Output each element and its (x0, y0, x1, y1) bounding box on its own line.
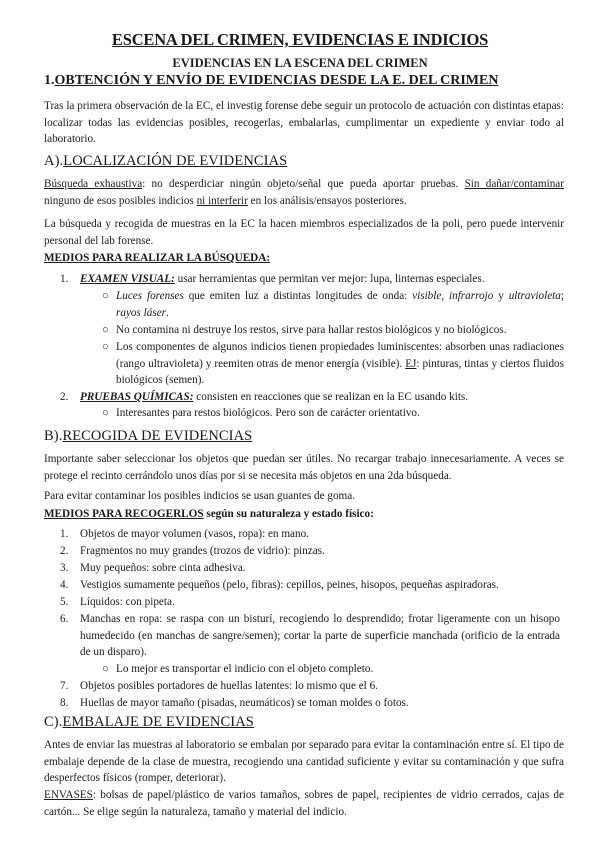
list-number: 6. (60, 613, 69, 625)
section-b-title: RECOGIDA DE EVIDENCIAS (62, 428, 253, 444)
list-item: Objetos de mayor volumen (vasos, ropa): en mano. (80, 528, 309, 540)
section-a-heading (44, 153, 287, 170)
list-item: Fragmentos no muy grandes (trozos de vidrio): pinzas. (80, 545, 325, 557)
section-b-letter: B). (44, 428, 63, 444)
sin-danar-term: Sin dañar/contaminar (464, 178, 564, 190)
section-b-paragraph-2: Para evitar contaminar los posibles indicios se usan guantes de goma. (44, 490, 355, 502)
section-b-medios-heading (44, 508, 374, 520)
list-number: 5. (60, 596, 69, 608)
list-number: 4. (60, 579, 69, 591)
bullet-term: ultravioleta (508, 290, 561, 302)
section-1-intro: Tras la primera observación de la EC, el investig forense debe seguir un protocolo de actuación con distintas etapas: localizar todas las evidencias posibles, recogerlas, embalarlas, cumplimentar un expediente y enviar todo al laboratorio. (44, 100, 564, 146)
bullet-term: visible, infrarrojo (412, 290, 494, 302)
section-1-title: OBTENCIÓN Y ENVÍO DE EVIDENCIAS DESDE LA E. DEL CRIMEN (54, 73, 499, 88)
document-subtitle: EVIDENCIAS EN LA ESCENA DEL CRIMEN (172, 56, 428, 70)
list-bullet-luces (116, 288, 564, 321)
ni-interferir-term: ni interferir (196, 194, 248, 207)
bullet-icon: ○ (102, 324, 109, 336)
list-item: Huellas de mayor tamaño (pisadas, neumáticos) se toman moldes o fotos. (80, 697, 409, 709)
bullet-icon: ○ (102, 341, 109, 353)
section-a-list-cont (44, 405, 564, 422)
paragraph-text: ninguno de esos posibles indicios (44, 194, 197, 207)
section-b-paragraph-1: Importante saber seleccionar los objetos que puedan ser útiles. No recargar trabajo innecesariamente. A veces se protege el recinto cerrándolo unos días por si se necesita más objetos en una 2da búsqueda. (44, 453, 564, 482)
section-a-list (44, 271, 564, 401)
envases-text: : bolsas de papel/plástico de varios tamaños, sobres de papel, recipientes de vidrio cerrados, cajas de cartón... Se elige según la naturaleza, tamaño y material del indicio. (44, 789, 564, 818)
list-item: Manchas en ropa: se raspa con un bisturí, recogiendo lo desprendido; frotar ligeramente con un hisopo humedecido (en manchas de sangre/semen); cortar la parte de superficie manchada (orificio de la entrada de un disparo). (80, 613, 560, 659)
bullet-icon: ○ (102, 663, 109, 675)
bullet-text: y (493, 290, 509, 302)
ej-label: EJ (405, 357, 417, 370)
list-number: 2. (60, 545, 69, 557)
list-number: 3. (60, 562, 69, 574)
bullet-text: ; (560, 290, 564, 302)
paragraph-text: : no desperdiciar ningún objeto/señal que pueda aportar pruebas. (142, 178, 465, 190)
bullet-icon: ○ (102, 407, 109, 419)
section-1-heading (44, 73, 498, 89)
section-b-heading (44, 428, 252, 445)
bullet-text: que emiten luz a distintas longitudes de onda: (183, 290, 413, 302)
bullet-term: Luces forenses (116, 290, 184, 302)
list-sub-bullet: Lo mejor es transportar el indicio con el objeto completo. (116, 663, 374, 675)
section-b-list (44, 526, 564, 711)
section-c-heading (44, 714, 254, 731)
bullet-text: : pinturas, tintas y ciertos fluidos biológicos (semen). (116, 357, 564, 387)
list-number: 2. (60, 391, 69, 403)
list-number: 1. (60, 273, 69, 285)
bullet-text: Los componentes de algunos indicios tienen propiedades luminiscentes: absorben unas radiaciones (rango ultravioleta) y reemiten otras de menor energía (visible). (116, 341, 564, 370)
list-bullet-no-contamina: No contamina ni destruye los restos, sirve para hallar restos biológicos y no biológicos. (116, 324, 507, 336)
item-text: consisten en reacciones que se realizan en la EC usando kits. (193, 391, 469, 403)
list-number: 7. (60, 680, 69, 692)
section-a-medios-heading (44, 252, 270, 264)
list-item: Vestigios sumamente pequeños (pelo, fibras): cepillos, peines, hisopos, pequeñas aspiradoras. (80, 579, 499, 591)
document-title: ESCENA DEL CRIMEN, EVIDENCIAS E INDICIOS (111, 30, 489, 49)
list-bullet-interesantes: Interesantes para restos biológicos. Pero son de carácter orientativo. (116, 407, 420, 419)
section-a-letter: A). (44, 153, 64, 169)
section-c-title: EMBALAJE DE EVIDENCIAS (62, 714, 254, 730)
bullet-term: rayos láser (116, 306, 167, 319)
item-text: usar herramientas que permitan ver mejor: lupa, linternas especiales. (174, 273, 485, 285)
section-c-envases (44, 787, 564, 820)
item-title: PRUEBAS QUÍMICAS: (80, 391, 194, 403)
list-bullet-luminiscentes (116, 339, 564, 389)
bullet-text: . (166, 306, 169, 319)
list-number: 8. (60, 697, 69, 709)
section-a-paragraph-2: La búsqueda y recogida de muestras en la EC la hacen miembros especializados de la poli, pero puede intervenir personal del lab forense. (44, 218, 564, 247)
list-number: 1. (60, 528, 69, 540)
paragraph-text: en los análisis/ensayos posteriores. (247, 194, 407, 207)
list-item: Objetos posibles portadores de huellas latentes: lo mismo que el 6. (80, 680, 378, 692)
medios-heading-text: MEDIOS PARA REALIZAR LA BÚSQUEDA: (44, 252, 271, 264)
list-item: Líquidos: con pipeta. (80, 596, 175, 608)
section-c-letter: C). (44, 714, 63, 730)
section-c-paragraph-1: Antes de enviar las muestras al laboratorio se embalan por separado para evitar la contaminación entre sí. El tipo de embalaje depende de la clase de muestra, recogiendo una cantidad suficiente y evitar su contaminación y que sufra desperfectos físicos (romper, deteriorar). (44, 739, 564, 785)
section-a-paragraph-1 (44, 176, 564, 209)
medios-heading-text: MEDIOS PARA RECOGERLOS (44, 508, 204, 520)
envases-label: ENVASES (44, 789, 93, 801)
bullet-icon: ○ (102, 290, 109, 302)
busqueda-term: Búsqueda exhaustiva (44, 178, 143, 190)
item-title: EXAMEN VISUAL: (80, 273, 175, 285)
section-1-number: 1. (44, 73, 55, 88)
section-a-title: LOCALIZACIÓN DE EVIDENCIAS (63, 153, 288, 169)
list-item: Muy pequeños: sobre cinta adhesiva. (80, 562, 246, 574)
list-item-pruebas-quimicas (80, 389, 560, 406)
medios-heading-rest: según su naturaleza y estado físico: (203, 508, 374, 520)
list-item-examen-visual (80, 271, 560, 288)
